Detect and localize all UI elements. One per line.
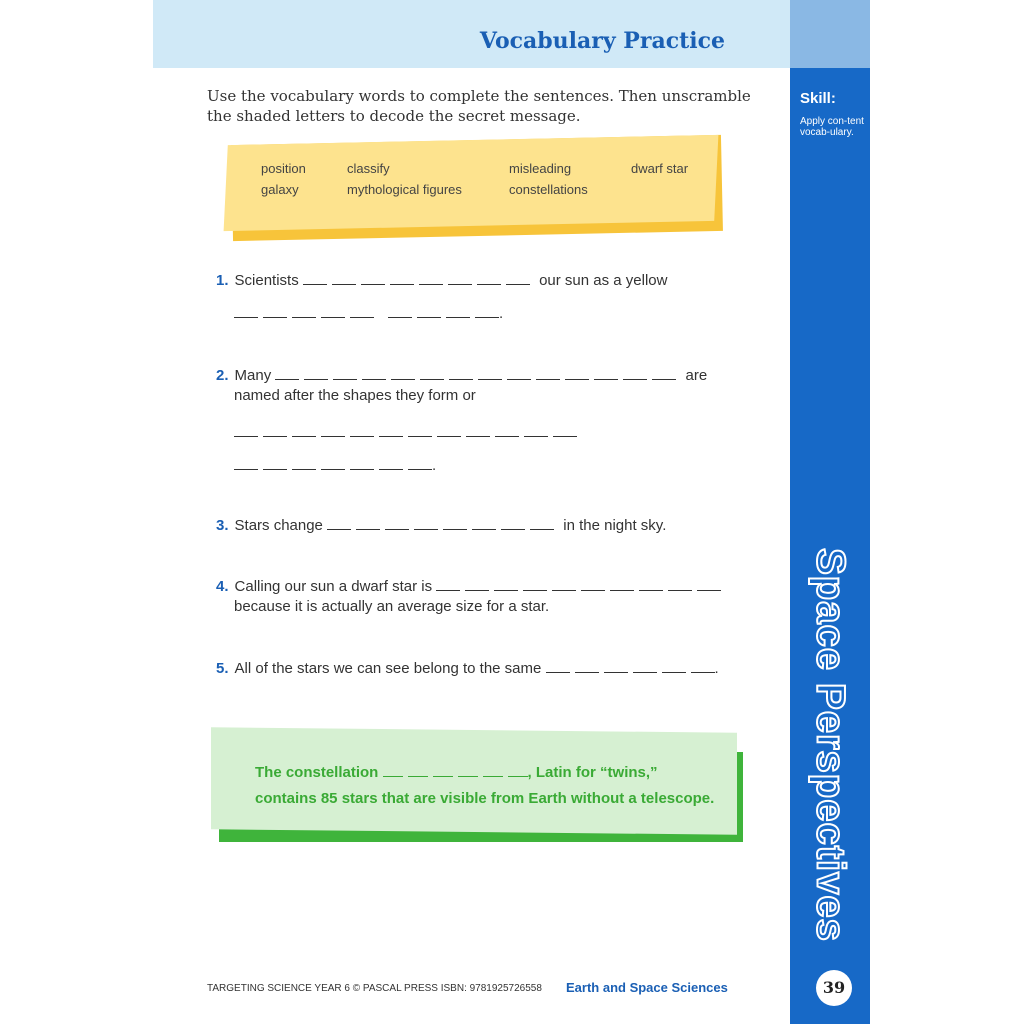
answer-blank[interactable]	[408, 455, 432, 470]
answer-blank[interactable]	[475, 303, 499, 318]
answer-blank[interactable]	[524, 422, 548, 437]
footer-section: Earth and Space Sciences	[566, 980, 728, 995]
answer-blank[interactable]	[437, 422, 461, 437]
question-1	[216, 270, 667, 289]
answer-blank[interactable]	[536, 365, 560, 380]
secret-blank[interactable]	[458, 762, 478, 777]
page-title: Vocabulary Practice	[479, 28, 725, 54]
secret-blank[interactable]	[433, 762, 453, 777]
answer-blank[interactable]	[292, 422, 316, 437]
secret-text: , Latin for “twins,”	[527, 764, 658, 781]
question-text: Calling our sun a dwarf star is	[234, 578, 433, 595]
secret-text: The constellation	[255, 764, 379, 781]
sidebar-top	[790, 0, 870, 68]
question-number: 5.	[216, 660, 229, 677]
answer-blank[interactable]	[321, 455, 345, 470]
answer-blank[interactable]	[321, 422, 345, 437]
answer-blank[interactable]	[390, 270, 414, 285]
answer-blank[interactable]	[417, 303, 441, 318]
question-text: in the night sky.	[563, 517, 667, 534]
question-1-line-2	[234, 303, 503, 322]
answer-blank[interactable]	[414, 515, 438, 530]
question-4-line-2: because it is actually an average size for a star.	[234, 598, 550, 615]
word-bank-item: position	[261, 161, 306, 176]
question-5	[216, 658, 719, 677]
answer-blank[interactable]	[436, 576, 460, 591]
answer-blank[interactable]	[639, 576, 663, 591]
shaded-answer-blank[interactable]	[552, 576, 576, 591]
skill-text: Apply con-tent vocab-ulary.	[800, 116, 864, 138]
answer-blank[interactable]	[356, 515, 380, 530]
answer-blank[interactable]	[385, 515, 409, 530]
answer-blank[interactable]	[292, 455, 316, 470]
answer-blank[interactable]	[304, 365, 328, 380]
answer-blank[interactable]	[506, 270, 530, 285]
answer-blank[interactable]	[633, 658, 657, 673]
answer-blank[interactable]	[275, 365, 299, 380]
secret-blank[interactable]	[383, 762, 403, 777]
answer-blank[interactable]	[350, 455, 374, 470]
answer-blank[interactable]	[303, 270, 327, 285]
answer-blank[interactable]	[477, 270, 501, 285]
answer-blank[interactable]	[350, 422, 374, 437]
shaded-answer-blank[interactable]	[546, 658, 570, 673]
answer-blank[interactable]	[419, 270, 443, 285]
answer-blank[interactable]	[507, 365, 531, 380]
answer-blank[interactable]	[379, 455, 403, 470]
answer-blank[interactable]	[408, 422, 432, 437]
answer-blank[interactable]	[263, 303, 287, 318]
question-2-line-3	[234, 422, 582, 441]
word-bank-item: mythological figures	[347, 182, 462, 197]
word-bank-item: dwarf star	[631, 161, 689, 176]
answer-blank[interactable]	[495, 422, 519, 437]
answer-blank[interactable]	[668, 576, 692, 591]
answer-blank[interactable]	[478, 365, 502, 380]
question-number: 3.	[216, 517, 229, 534]
answer-blank[interactable]	[575, 658, 599, 673]
answer-blank[interactable]	[449, 365, 473, 380]
answer-blank[interactable]	[697, 576, 721, 591]
answer-blank[interactable]	[604, 658, 628, 673]
secret-blank[interactable]	[508, 762, 528, 777]
answer-blank[interactable]	[446, 303, 470, 318]
answer-blank[interactable]	[443, 515, 467, 530]
secret-blank[interactable]	[408, 762, 428, 777]
footer-credit: TARGETING SCIENCE YEAR 6 © PASCAL PRESS ISBN: 9781925726558	[207, 983, 542, 994]
shaded-answer-blank[interactable]	[530, 515, 554, 530]
answer-blank[interactable]	[594, 365, 618, 380]
question-text: .	[499, 305, 504, 322]
secret-text: contains 85 stars that are visible from Earth without a telescope.	[255, 790, 715, 807]
answer-blank[interactable]	[691, 658, 715, 673]
answer-blank[interactable]	[466, 422, 490, 437]
question-4	[216, 576, 726, 595]
word-bank-item: galaxy	[261, 182, 299, 197]
answer-blank[interactable]	[332, 270, 356, 285]
secret-message	[255, 760, 725, 812]
shaded-answer-blank[interactable]	[565, 365, 589, 380]
answer-blank[interactable]	[501, 515, 525, 530]
question-text: .	[714, 660, 719, 677]
shaded-answer-blank[interactable]	[234, 422, 258, 437]
word-bank-item: classify	[347, 161, 390, 176]
answer-blank[interactable]	[350, 303, 374, 318]
answer-blank[interactable]	[610, 576, 634, 591]
answer-blank[interactable]	[321, 303, 345, 318]
answer-blank[interactable]	[494, 576, 518, 591]
instructions: Use the vocabulary words to complete the sentences. Then unscramble the shaded letters to decode the secret message.	[207, 87, 751, 125]
answer-blank[interactable]	[292, 303, 316, 318]
answer-blank[interactable]	[361, 270, 385, 285]
question-2-line-2: named after the shapes they form or	[234, 387, 476, 404]
answer-blank[interactable]	[623, 365, 647, 380]
answer-blank[interactable]	[652, 365, 676, 380]
answer-blank[interactable]	[234, 303, 258, 318]
question-number: 4.	[216, 578, 229, 595]
question-text: .	[432, 457, 437, 474]
answer-blank[interactable]	[234, 455, 258, 470]
question-text: Scientists	[234, 272, 299, 289]
answer-blank[interactable]	[263, 422, 287, 437]
question-text: our sun as a yellow	[539, 272, 668, 289]
answer-blank[interactable]	[391, 365, 415, 380]
question-number: 2.	[216, 367, 229, 384]
question-text: Many	[234, 367, 272, 384]
answer-blank[interactable]	[420, 365, 444, 380]
page-number: 39	[816, 970, 852, 1006]
answer-blank[interactable]	[662, 658, 686, 673]
answer-blank[interactable]	[379, 422, 403, 437]
word-bank-item: misleading	[509, 161, 572, 176]
answer-blank[interactable]	[523, 576, 547, 591]
question-2	[216, 365, 707, 384]
question-2-line-4	[234, 455, 436, 474]
section-title: Space Perspectives	[808, 548, 853, 942]
skill-label: Skill:	[800, 90, 836, 107]
answer-blank[interactable]	[333, 365, 357, 380]
answer-blank[interactable]	[465, 576, 489, 591]
word-bank-item: constellations	[509, 182, 588, 197]
question-text: Stars change	[234, 517, 323, 534]
secret-blank[interactable]	[483, 762, 503, 777]
shaded-answer-blank[interactable]	[448, 270, 472, 285]
question-text: are	[685, 367, 708, 384]
answer-blank[interactable]	[581, 576, 605, 591]
question-number: 1.	[216, 272, 229, 289]
answer-blank[interactable]	[388, 303, 412, 318]
answer-blank[interactable]	[472, 515, 496, 530]
answer-blank[interactable]	[553, 422, 577, 437]
answer-blank[interactable]	[327, 515, 351, 530]
answer-blank[interactable]	[362, 365, 386, 380]
question-text: All of the stars we can see belong to the same	[234, 660, 542, 677]
answer-blank[interactable]	[263, 455, 287, 470]
question-3	[216, 515, 666, 534]
